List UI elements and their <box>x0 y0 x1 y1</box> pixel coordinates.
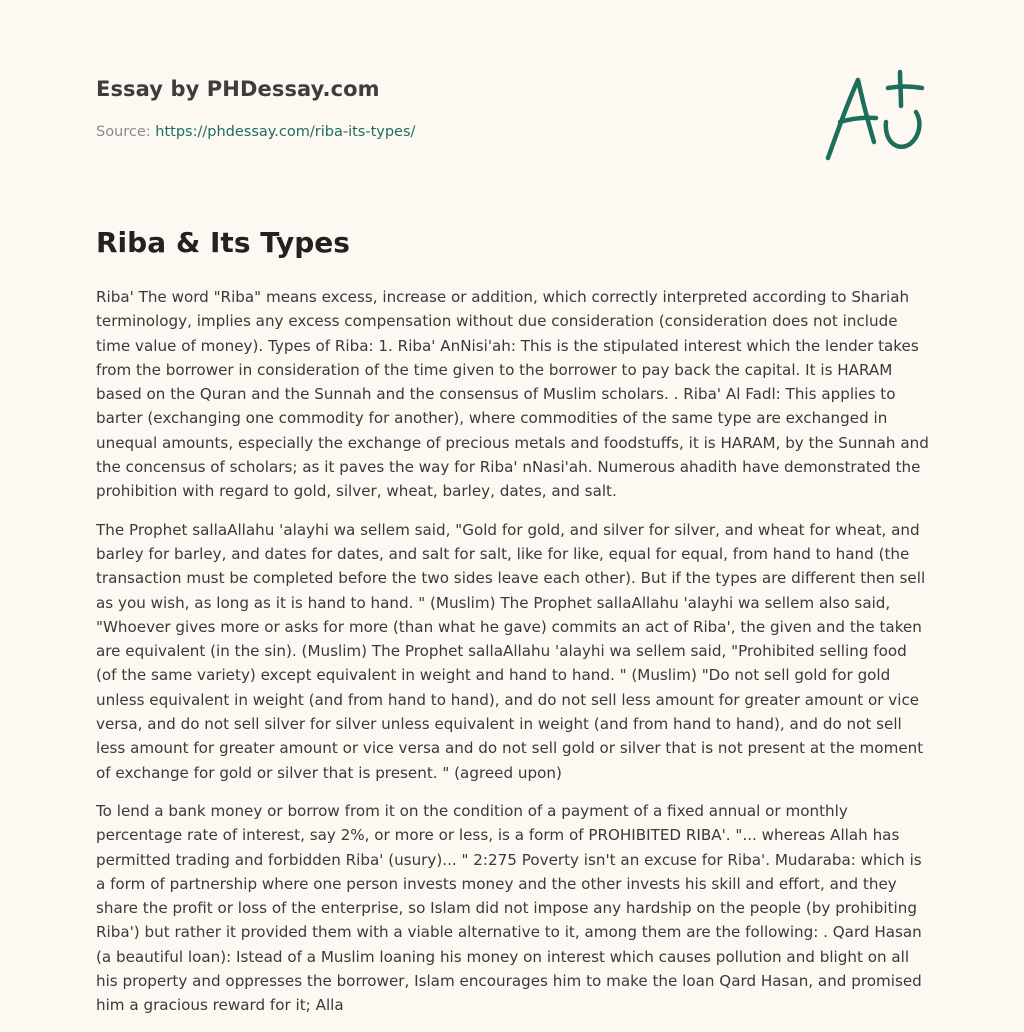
a-plus-logo-icon <box>818 66 930 166</box>
source-line <box>96 124 415 140</box>
article-paragraph: To lend a bank money or borrow from it on the condition of a payment of a fixed annual or monthly percentage rate of interest, say 2%, or more or less, is a form of PROHIBITED RIBA'. "... whereas Allah has permitted trading and forbidden Riba' (usury)... " 2:275 Poverty isn't an excuse for Riba'. Mudaraba: which is a form of partnership where one person invests money and the other invests his skill and effort, and they share the profit or loss of the enterprise, so Islam did not impose any hardship on the people (by prohibiting Riba') but rather it provided them with a viable alternative to it, among them are the following: . Qard Hasan (a beautiful loan): Istead of a Muslim loaning his money on interest which causes pollution and blight on all his property and oppresses the borrower, Islam encourages him to make the loan Qard Hasan, and promised him a gracious reward for it; Alla <box>96 801 922 1015</box>
article-paragraph: The Prophet sallaAllahu 'alayhi wa sellem said, "Gold for gold, and silver for silver, and wheat for wheat, and barley for barley, and dates for dates, and salt for salt, like for like, equal for equal, from hand to hand (the transaction must be completed before the two sides leave each other). But if the types are different then sell as you wish, as long as it is hand to hand. " (Muslim) The Prophet sallaAllahu 'alayhi wa sellem also said, "Whoever gives more or asks for more (than what he gave) commits an act of Riba', the given and the taken are equivalent (in the sin). (Muslim) The Prophet sallaAllahu 'alayhi wa sellem said, "Prohibited selling food (of the same variety) except equivalent in weight and hand to hand. " (Muslim) "Do not sell gold for gold unless equivalent in weight (and from hand to hand), and do not sell less amount for greater amount or vice versa, and do not sell silver for silver unless equivalent in weight (and from hand to hand), and do not sell less amount for greater amount or vice versa and do not sell gold or silver that is not present at the moment of exchange for gold or silver that is present. " (agreed upon) <box>96 520 926 782</box>
article-paragraph: Riba' The word "Riba" means excess, increase or addition, which correctly interpreted according to Shariah terminology, implies any excess compensation without due consideration (consideration does not include time value of money). Types of Riba: 1. Riba' AnNisi'ah: This is the stipulated interest which the lender takes from the borrower in consideration of the time given to the borrower to pay back the capital. It is HARAM based on the Quran and the Sunnah and the consensus of Muslim scholars. . Riba' Al Fadl: This applies to barter (exchanging one commodity for another), where commodities of the same type are exchanged in unequal amounts, especially the exchange of precious metals and foodstuffs, it is HARAM, by the Sunnah and the concensus of scholars; as it paves the way for Riba' nNasi'ah. Numerous ahadith have demonstrated the prohibition with regard to gold, silver, wheat, barley, dates, and salt. <box>96 288 929 501</box>
article-body <box>96 285 932 1032</box>
site-brand: Essay by PHDessay.com <box>96 77 380 101</box>
source-link[interactable]: https://phdessay.com/riba-its-types/ <box>155 124 416 140</box>
source-label: Source: <box>96 124 156 140</box>
article-title: Riba & Its Types <box>96 226 350 259</box>
